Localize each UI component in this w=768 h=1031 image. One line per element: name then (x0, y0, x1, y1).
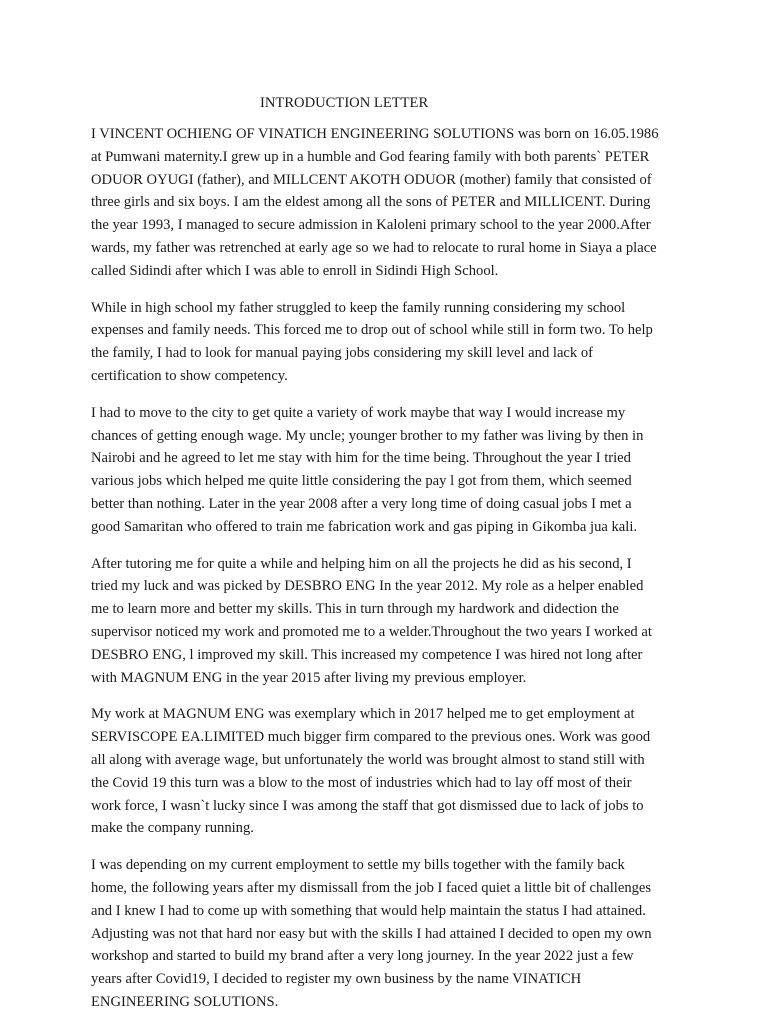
document-body (91, 123, 701, 1031)
text-line: me to learn more and better my skills. This in turn through my hardwork and didection the (91, 601, 619, 618)
text-line: I had to move to the city to get quite a variety of work maybe that way I would increase my (91, 404, 626, 421)
text-line: at Pumwani maternity.I grew up in a humble and God fearing family with both parents` PETER (91, 148, 650, 165)
text-line: the Covid 19 this turn was a blow to the most of industries which had to lay off most of their (91, 774, 632, 791)
text-line: Adjusting was not that hard nor easy but with the skills I had attained I decided to open my own (91, 925, 652, 942)
document-title: INTRODUCTION LETTER (260, 95, 429, 111)
paragraph (91, 553, 701, 690)
text-line: My work at MAGNUM ENG was exemplary which in 2017 helped me to get employment at (91, 706, 635, 723)
text-line: certification to show competency. (91, 367, 288, 384)
text-line: ENGINEERING SOLUTIONS. (91, 993, 279, 1010)
text-line: DESBRO ENG, l improved my skill. This increased my competence I was hired not long after (91, 646, 643, 663)
text-line: with MAGNUM ENG in the year 2015 after living my previous employer. (91, 669, 527, 686)
text-line: SERVISCOPE EA.LIMITED much bigger firm compared to the previous ones. Work was good (91, 729, 651, 746)
text-line: and I knew I had to come up with something that would help maintain the status I had attained. (91, 902, 646, 919)
text-line: make the company running. (91, 820, 254, 837)
text-line: work force, I wasn`t lucky since I was among the staff that got dismissed due to lack of jobs to (91, 797, 644, 814)
text-line: years after Covid19, I decided to register my own business by the name VINATICH (91, 971, 582, 988)
text-line: chances of getting enough wage. My uncle; younger brother to my father was living by then in (91, 427, 644, 444)
text-line: called Sidindi after which I was able to enroll in Sidindi High School. (91, 262, 499, 279)
text-line: better than nothing. Later in the year 2008 after a very long time of doing casual jobs I met a (91, 495, 632, 512)
text-line: wards, my father was retrenched at early age so we had to relocate to rural home in Siaya a place (91, 239, 657, 256)
paragraph (91, 854, 701, 1014)
text-line: three girls and six boys. I am the eldest among all the sons of PETER and MILLICENT. During (91, 194, 651, 211)
paragraph (91, 402, 701, 539)
text-line: all along with average wage, but unfortunately the world was brought almost to stand still with (91, 751, 645, 768)
text-line: tried my luck and was picked by DESBRO ENG In the year 2012. My role as a helper enabled (91, 578, 644, 595)
text-line: After tutoring me for quite a while and helping him on all the projects he did as his second, I (91, 555, 632, 572)
text-line: the year 1993, I managed to secure admission in Kaloleni primary school to the year 2000.After (91, 217, 651, 234)
text-line: the family, I had to look for manual paying jobs considering my skill level and lack of (91, 345, 594, 362)
paragraph (91, 703, 701, 840)
text-line: supervisor noticed my work and promoted me to a welder.Throughout the two years I worked at (91, 623, 652, 640)
text-line: While in high school my father struggled to keep the family running considering my school (91, 299, 626, 316)
text-line: home, the following years after my dismissall from the job I faced quiet a little bit of challenges (91, 879, 652, 896)
text-line: ODUOR OYUGI (father), and MILLCENT AKOTH ODUOR (mother) family that consisted of (91, 171, 652, 188)
text-line: various jobs which helped me quite little considering the pay l got from them, which seemed (91, 473, 632, 490)
text-line: I was depending on my current employment to settle my bills together with the family back (91, 857, 625, 874)
paragraph (91, 123, 701, 283)
text-line: Nairobi and he agreed to let me stay with him for the time being. Throughout the year I tried (91, 450, 631, 467)
text-line: expenses and family needs. This forced me to drop out of school while still in form two. To help (91, 322, 653, 339)
text-line: I VINCENT OCHIENG OF VINATICH ENGINEERING SOLUTIONS was born on 16.05.1986 (91, 126, 659, 142)
text-line: workshop and started to build my brand after a very long journey. In the year 2022 just a few (91, 948, 634, 965)
text-line: good Samaritan who offered to train me fabrication work and gas piping in Gikomba jua kali. (91, 518, 638, 535)
paragraph (91, 297, 701, 388)
